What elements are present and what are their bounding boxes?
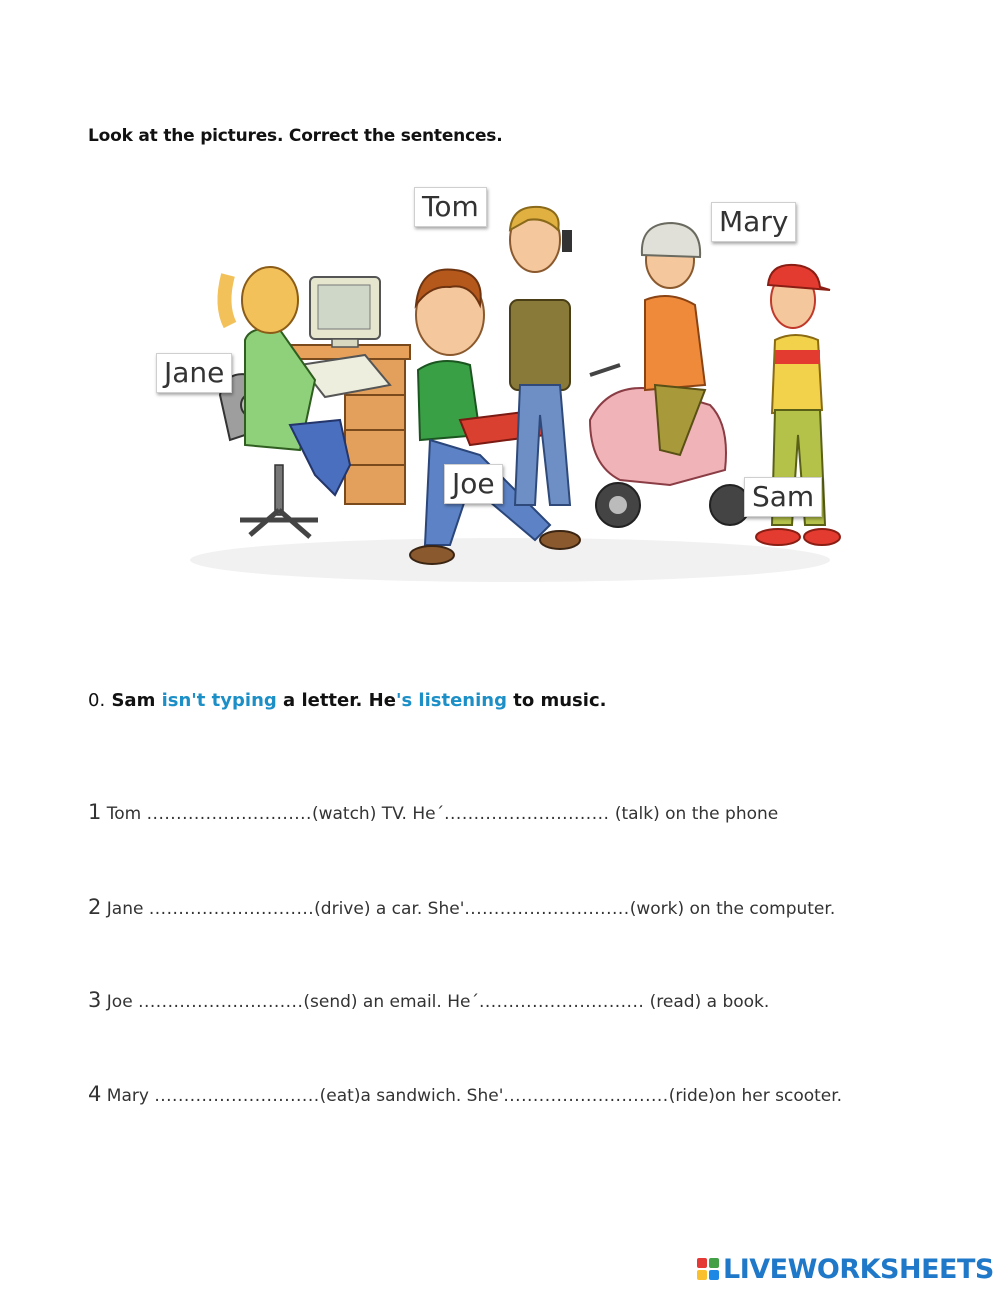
exercise-line-2 (88, 895, 835, 919)
label-sam: Sam (744, 477, 822, 517)
example-answer-1: isn't typing (161, 690, 277, 711)
exercise-line-3 (88, 988, 769, 1012)
logo-blocks-icon (697, 1258, 719, 1280)
item-subject: Tom (101, 804, 147, 824)
label-mary: Mary (711, 202, 796, 242)
item-number: 1 (88, 800, 102, 824)
logo-block (709, 1258, 719, 1268)
example-number: 0. (88, 690, 106, 711)
answer-blank-1[interactable]: ............................ (146, 804, 312, 824)
answer-blank-2[interactable]: ............................ (478, 992, 645, 1012)
item-subject: Mary (101, 1086, 155, 1106)
illustration (150, 165, 850, 595)
logo-block (697, 1258, 707, 1268)
liveworksheets-logo (697, 1252, 994, 1286)
label-joe: Joe (444, 464, 503, 504)
answer-blank-1[interactable]: ............................ (154, 1086, 320, 1106)
logo-block (709, 1270, 719, 1280)
item-prompt: (send) an email. He´ (303, 992, 479, 1012)
item-prompt: (eat)a sandwich. She' (319, 1086, 504, 1106)
answer-blank-1[interactable]: ............................ (148, 899, 315, 919)
item-ending: (work) on the computer. (629, 899, 836, 919)
answer-blank-2[interactable]: ............................ (503, 1086, 669, 1106)
answer-blank-1[interactable]: ............................ (138, 992, 304, 1012)
label-jane: Jane (156, 353, 232, 393)
answer-blank-2[interactable]: ............................ (464, 899, 630, 919)
instruction: Look at the pictures. Correct the sentences. (88, 126, 503, 146)
item-prompt: (watch) TV. He´ (311, 804, 445, 824)
item-ending: (talk) on the phone (609, 804, 779, 824)
logo-text: LIVEWORKSHEETS (723, 1253, 994, 1285)
example-text-1: Sam (105, 690, 162, 711)
item-number: 3 (88, 988, 102, 1012)
example-text-3: to music. (506, 690, 607, 711)
logo-block (697, 1270, 707, 1280)
exercise-line-4 (88, 1082, 842, 1106)
item-number: 2 (88, 895, 102, 919)
example-answer-2: 's listening (395, 690, 507, 711)
label-tom: Tom (414, 187, 487, 227)
exercise-line-1 (88, 800, 778, 824)
example-sentence (88, 690, 606, 711)
item-ending: (ride)on her scooter. (668, 1086, 843, 1106)
item-ending: (read) a book. (644, 992, 770, 1012)
answer-blank-2[interactable]: ............................ (444, 804, 610, 824)
item-prompt: (drive) a car. She' (314, 899, 465, 919)
example-text-2: a letter. He (276, 690, 396, 711)
item-subject: Jane (101, 899, 149, 919)
item-subject: Joe (101, 992, 139, 1012)
item-number: 4 (88, 1082, 102, 1106)
